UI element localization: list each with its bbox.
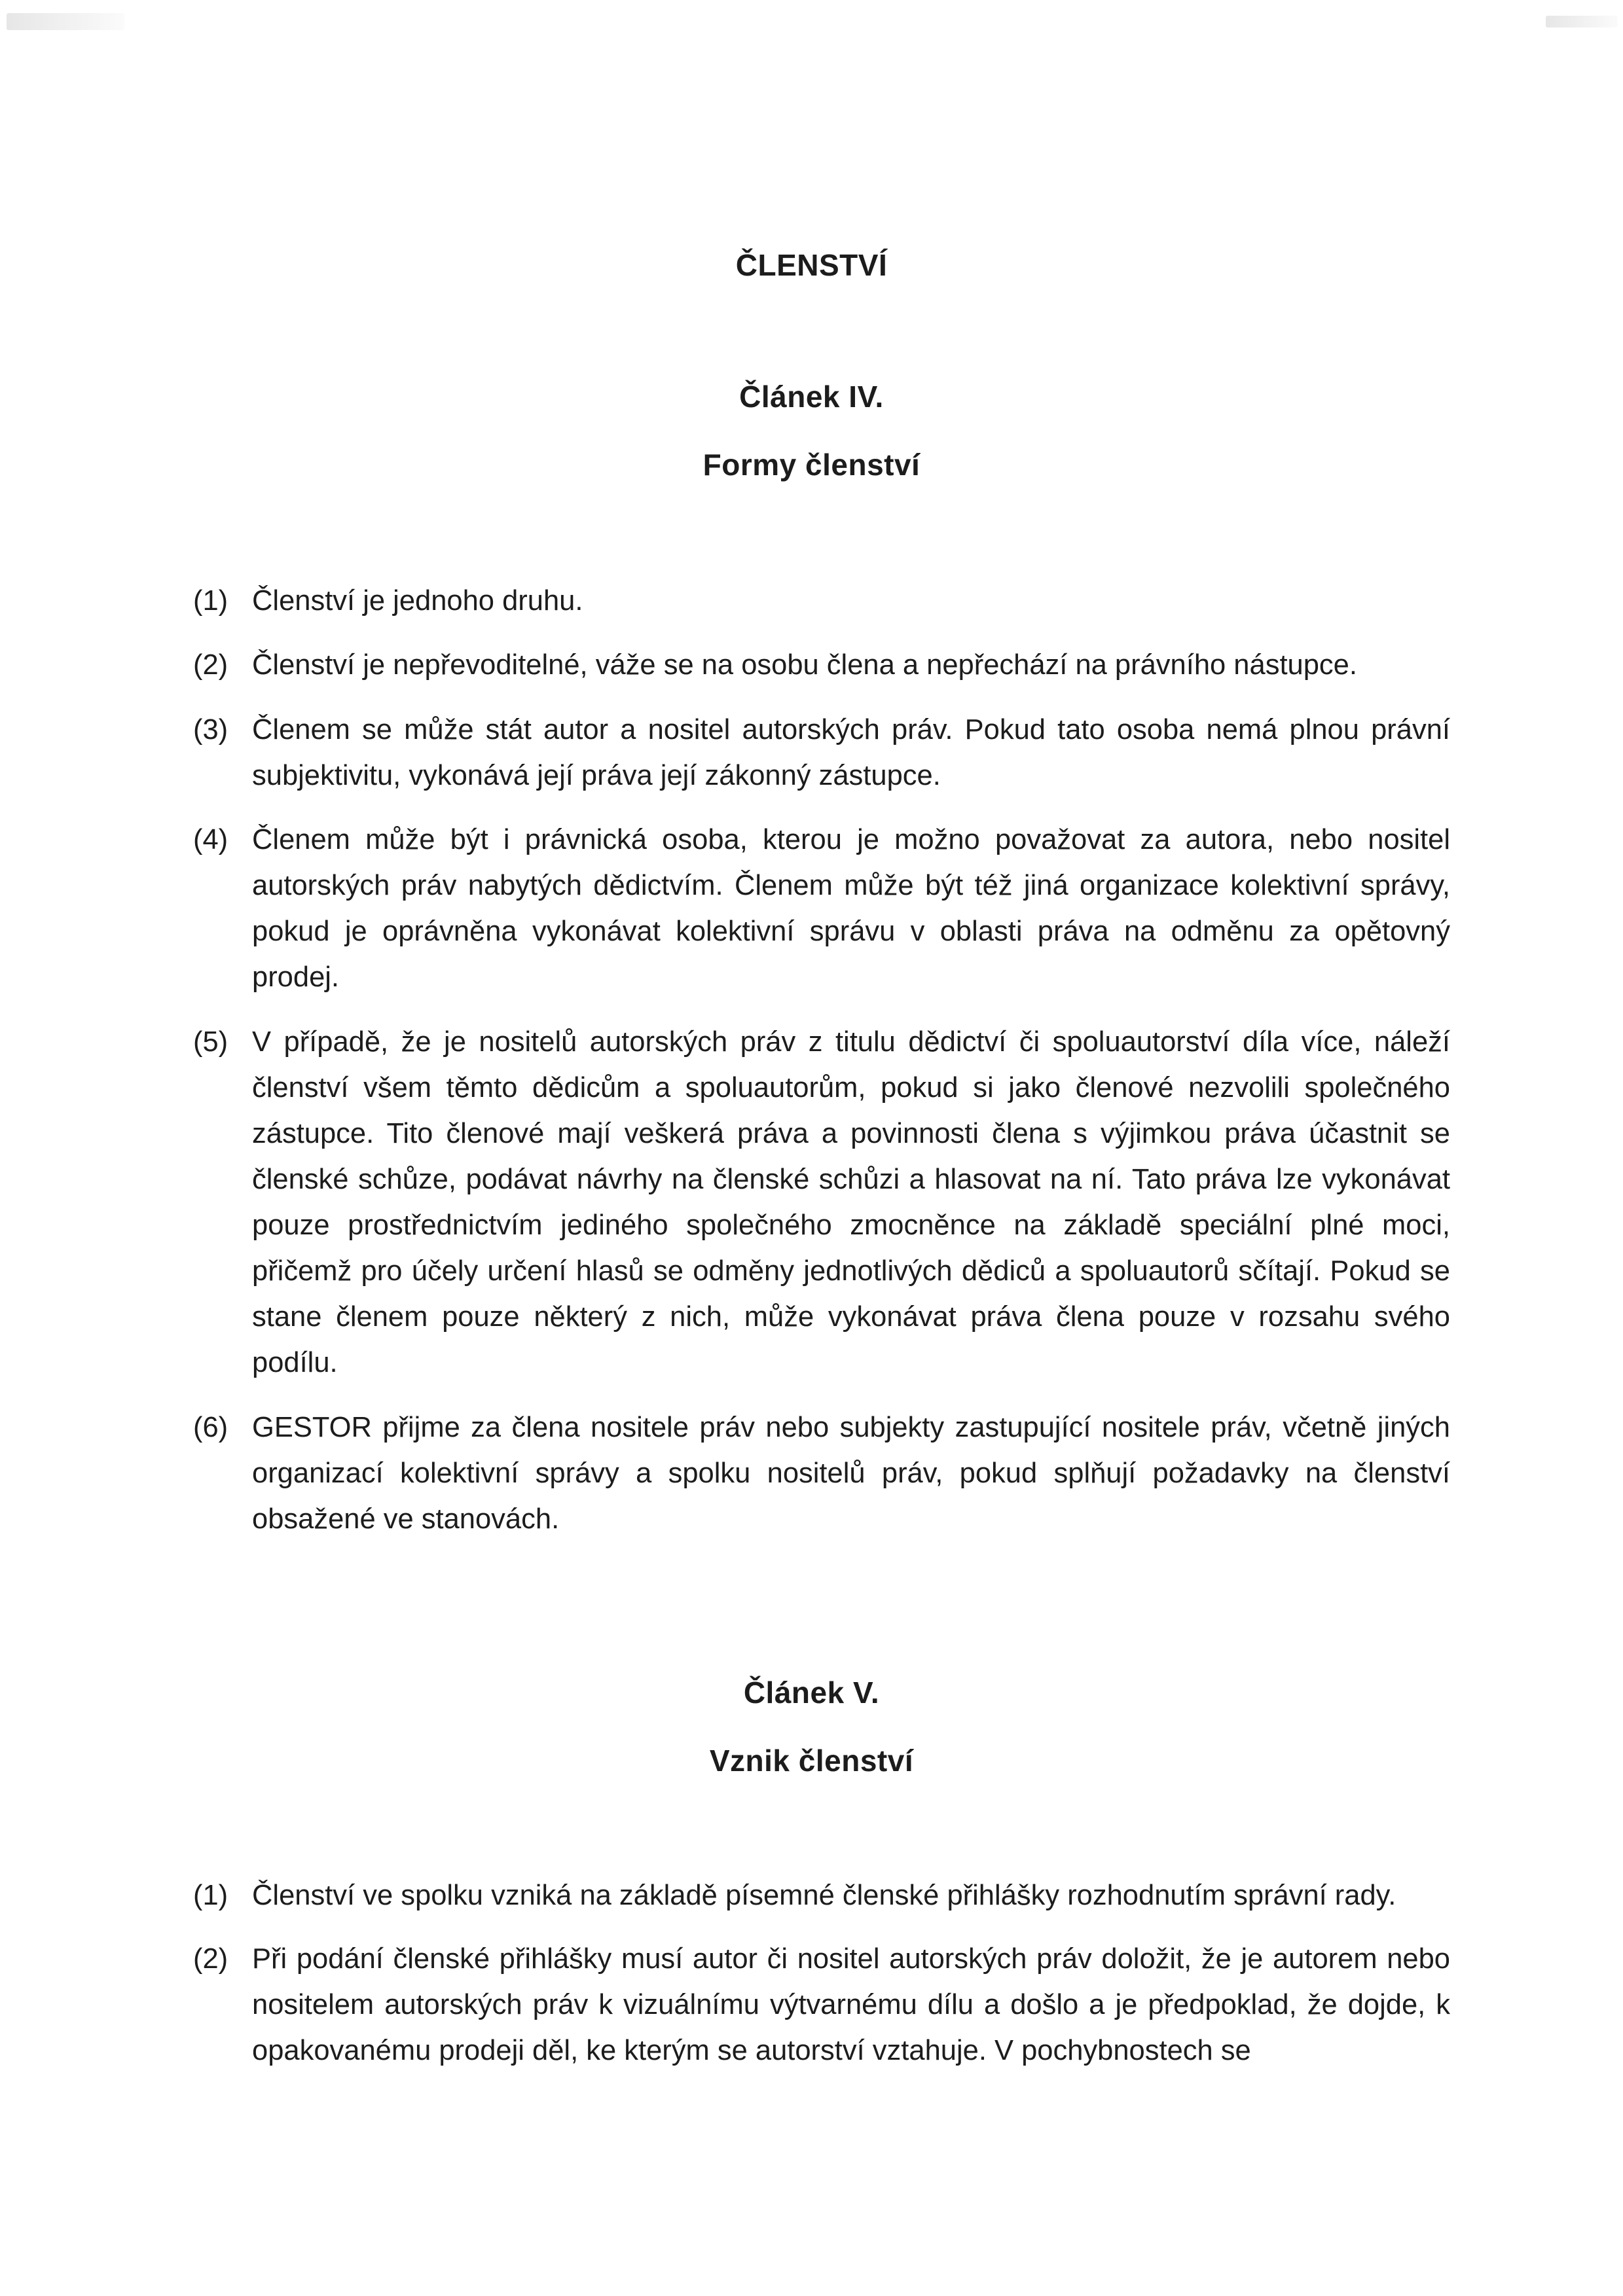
paragraph-number: (2) <box>193 649 228 681</box>
paragraph-number: (6) <box>193 1412 228 1443</box>
article-v-paragraph-2 <box>193 1936 1450 2073</box>
article-iv-paragraph-3 <box>193 707 1450 798</box>
paragraph-text: Při podání členské přihlášky musí autor či nositel autorských práv doložit, že je autorem nebo nositelem autorských práv k vizuálnímu výtvarnému dílu a došlo a je předpoklad, že dojde, k opakovanému prodeji děl, ke kterým se autorství vztahuje. V pochybnostech se <box>252 1943 1450 2066</box>
article-v-number: Článek V. <box>743 1676 880 1710</box>
scan-artifact <box>1546 16 1618 27</box>
article-iv-paragraph-4 <box>193 817 1450 1000</box>
article-iv-paragraph-1 <box>193 578 1450 624</box>
paragraph-number: (2) <box>193 1943 228 1975</box>
paragraph-text: GESTOR přijme za člena nositele práv nebo subjekty zastupující nositele práv, včetně jiných organizací kolektivní správy a spolku nositelů práv, pokud splňují požadavky na členství obsažené ve stanovách. <box>252 1412 1450 1535</box>
article-v-paragraph-1 <box>193 1873 1450 1918</box>
paragraph-number: (5) <box>193 1026 228 1058</box>
paragraph-number: (1) <box>193 585 228 617</box>
paragraph-text: Členem může být i právnická osoba, kterou je možno považovat za autora, nebo nositel autorských práv nabytých dědictvím. Členem může být též jiná organizace kolektivní správy, pokud je oprávněna vykonávat kolektivní správu v oblasti práva na odměnu za opětovný prodej. <box>252 824 1450 993</box>
article-iv-paragraph-6 <box>193 1405 1450 1542</box>
article-iv-number: Článek IV. <box>739 380 884 414</box>
article-iv-paragraph-5 <box>193 1019 1450 1386</box>
article-iv-paragraph-2 <box>193 642 1450 688</box>
scan-artifact <box>7 13 124 30</box>
paragraph-number: (1) <box>193 1880 228 1911</box>
article-iv-title: Formy členství <box>702 448 921 482</box>
paragraph-number: (3) <box>193 714 228 745</box>
article-v-title: Vznik členství <box>709 1744 914 1778</box>
paragraph-number: (4) <box>193 824 228 855</box>
paragraph-text: Členem se může stát autor a nositel autorských práv. Pokud tato osoba nemá plnou právní subjektivitu, vykonává její práva její zákonný zástupce. <box>252 714 1450 791</box>
section-title: ČLENSTVÍ <box>735 248 888 282</box>
paragraph-text: Členství ve spolku vzniká na základě písemné členské přihlášky rozhodnutím správní rady. <box>252 1880 1396 1911</box>
paragraph-text: Členství je jednoho druhu. <box>252 585 583 617</box>
paragraph-text: Členství je nepřevoditelné, váže se na osobu člena a nepřechází na právního nástupce. <box>252 649 1357 681</box>
paragraph-text: V případě, že je nositelů autorských práv z titulu dědictví či spoluautorství díla více, náleží členství všem těmto dědicům a spoluautorům, pokud si jako členové nezvolili společného zástupce. Tito členové mají veškerá práva a povinnosti člena s výjimkou práva účastnit se členské schůze, podávat návrhy na členské schůzi a hlasovat na ní. Tato práva lze vykonávat pouze prostřednictvím jediného společného zmocněnce na základě speciální plné moci, přičemž pro účely určení hlasů se odměny jednotlivých dědiců a spoluautorů sčítají. Pokud se stane členem pouze některý z nich, může vykonávat práva člena pouze v rozsahu svého podílu. <box>252 1026 1450 1378</box>
